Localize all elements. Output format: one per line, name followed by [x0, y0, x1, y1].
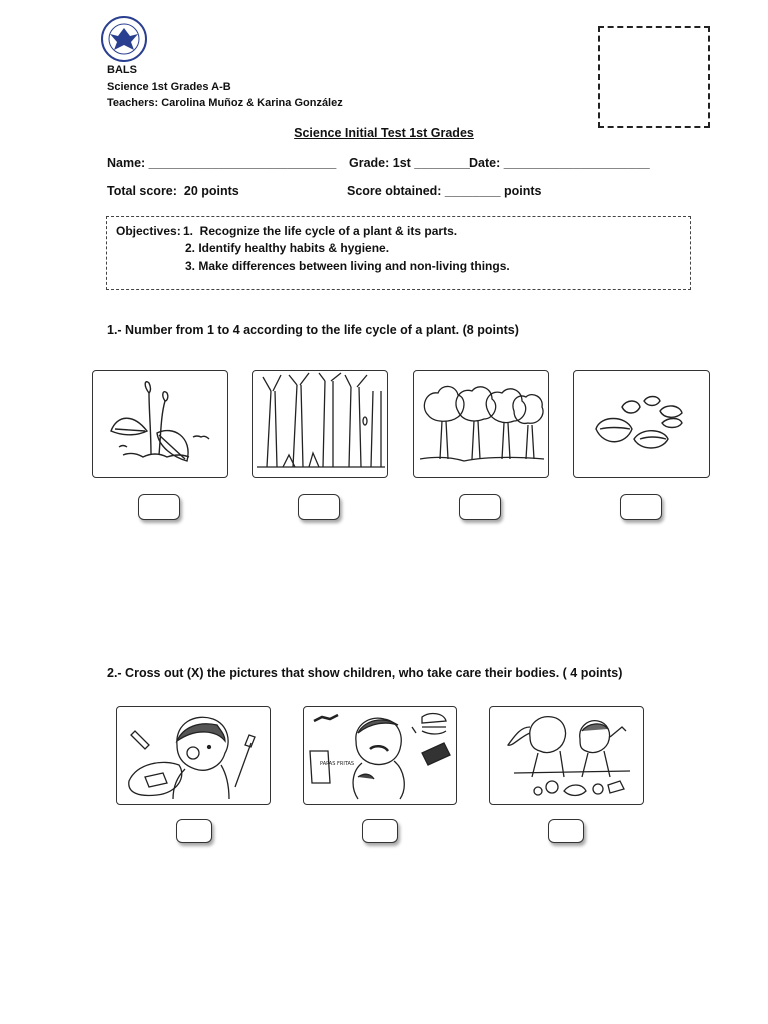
- date-field[interactable]: Date: _____________________: [469, 156, 650, 170]
- answer-box-young-plant[interactable]: [138, 494, 180, 520]
- question-1-text: 1.- Number from 1 to 4 according to the life cycle of a plant. (8 points): [107, 323, 519, 337]
- course-name: Science 1st Grades A-B: [107, 81, 231, 93]
- objective-item: 2. Identify healthy habits & hygiene.: [185, 241, 390, 255]
- boy-brushing-teeth-icon: [117, 707, 270, 804]
- objectives-label: Objectives:: [116, 224, 181, 238]
- name-field[interactable]: Name: ___________________________: [107, 156, 337, 170]
- child-eating-junk-food-icon: [304, 707, 456, 804]
- school-logo: [100, 14, 148, 64]
- children-eating-healthy-food-icon: [490, 707, 643, 804]
- total-score: Total score: 20 points: [107, 184, 239, 198]
- grade-field[interactable]: Grade: 1st ________: [349, 156, 470, 170]
- picture-seeds: [573, 370, 710, 478]
- answer-box-leafy-trees[interactable]: [459, 494, 501, 520]
- seeds-icon: [574, 371, 709, 477]
- teachers: Teachers: Carolina Muñoz & Karina González: [107, 97, 343, 109]
- picture-boy-brushing-teeth: [116, 706, 271, 805]
- school-name: BALS: [107, 64, 137, 76]
- school-crest-icon: [100, 14, 148, 64]
- answer-box-bare-trees[interactable]: [298, 494, 340, 520]
- objective-item: 1. Recognize the life cycle of a plant & its parts.: [183, 224, 458, 238]
- picture-young-plant: [92, 370, 228, 478]
- page-title: Science Initial Test 1st Grades: [294, 126, 474, 140]
- answer-box-child-eating-junk-food[interactable]: [362, 819, 398, 843]
- objectives-box: [106, 216, 691, 290]
- picture-bare-trees: [252, 370, 388, 478]
- stamp-box: [598, 26, 710, 128]
- answer-box-children-eating-healthy-food[interactable]: [548, 819, 584, 843]
- objective-item: 3. Make differences between living and non-living things.: [185, 259, 510, 273]
- answer-box-boy-brushing-teeth[interactable]: [176, 819, 212, 843]
- young-plant-icon: [93, 371, 227, 477]
- picture-leafy-trees: [413, 370, 549, 478]
- picture-child-eating-junk-food: [303, 706, 457, 805]
- food-bag-label: PAPAS FRITAS: [320, 761, 355, 767]
- leafy-trees-icon: [414, 371, 548, 477]
- answer-box-seeds[interactable]: [620, 494, 662, 520]
- score-obtained-field[interactable]: Score obtained: ________ points: [347, 184, 542, 198]
- question-2-text: 2.- Cross out (X) the pictures that show children, who take care their bodies. ( 4 points): [107, 666, 623, 680]
- bare-trees-icon: [253, 371, 387, 477]
- picture-children-eating-healthy-food: [489, 706, 644, 805]
